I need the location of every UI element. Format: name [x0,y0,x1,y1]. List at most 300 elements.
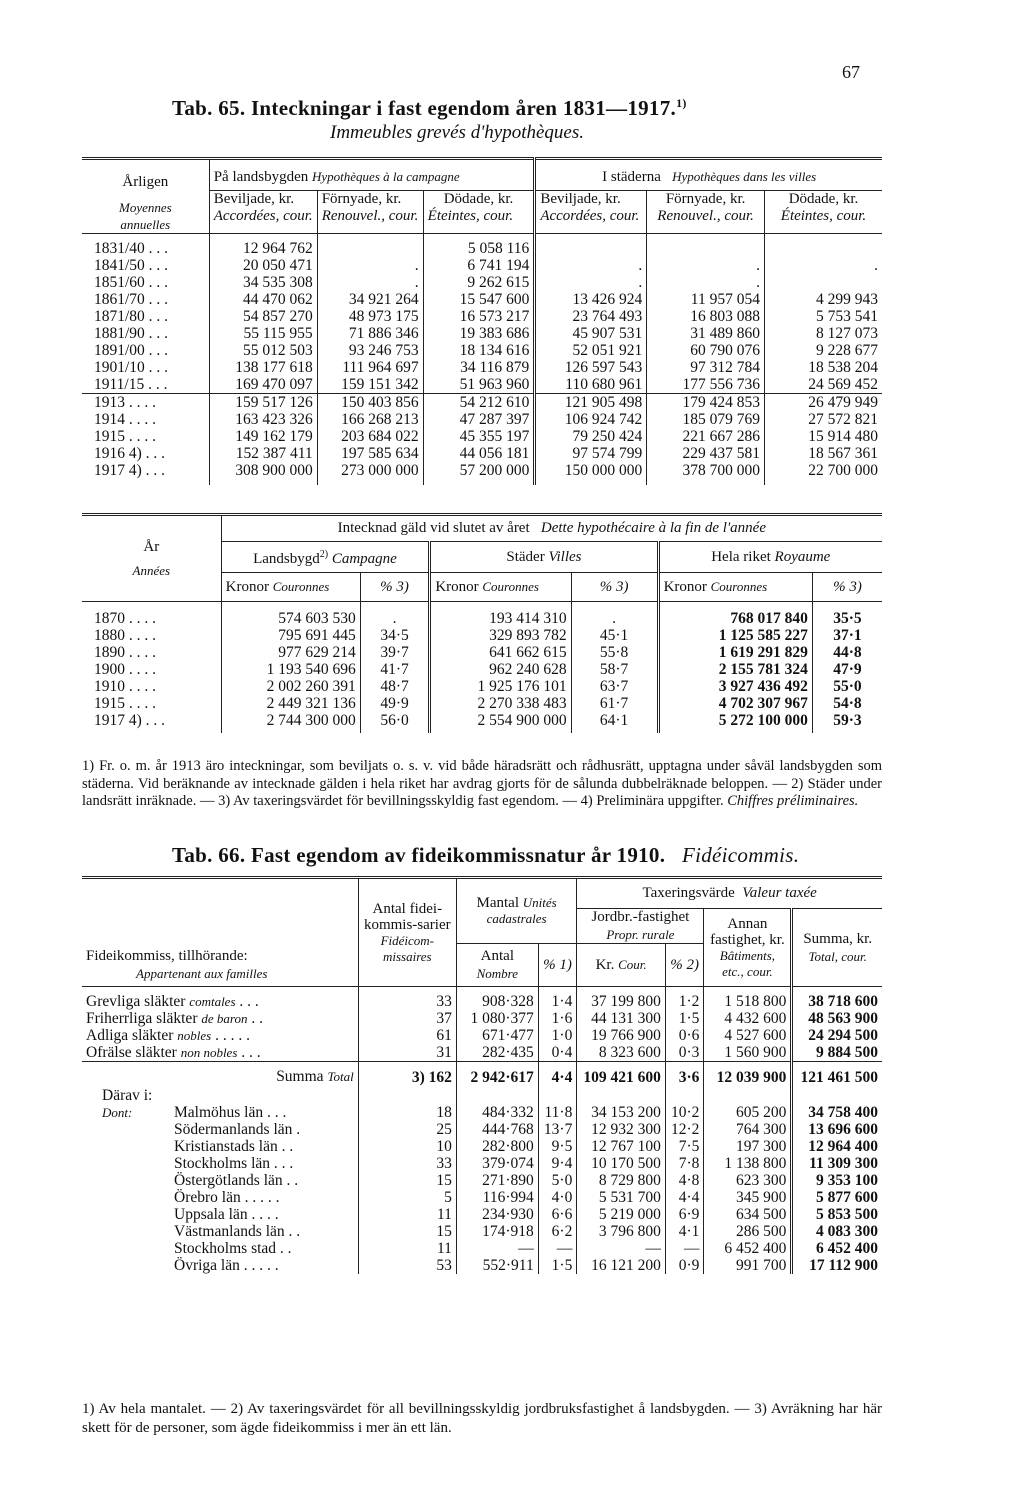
table-cell: 45 907 531 [535,325,647,342]
table-cell: 26 479 949 [764,394,882,412]
row-label: 1880 . . . . [94,627,156,644]
table-cell: 1 560 900 [704,1044,792,1062]
table-cell: 444·768 [456,1121,538,1138]
table-row [82,359,882,376]
sum-label-fr: Total [327,1069,354,1084]
table-cell: 159 517 126 [209,394,317,412]
table-cell: 31 [358,1044,456,1062]
table-cell: 37·1 [812,627,882,644]
header-stader-label: I städerna [602,169,661,185]
header-landsbygd [209,159,535,191]
row-label: 1900 . . . . [94,661,156,678]
table-cell: 4·4 [665,1189,704,1206]
table-cell: 12·2 [665,1121,704,1138]
table-cell: 79 250 424 [535,428,647,445]
table-cell: 71 886 346 [317,325,423,342]
empty-cell [704,1087,792,1104]
table-cell: 7·8 [665,1155,704,1172]
row-label-dots: . . . [241,1044,261,1061]
table-cell: 16 573 217 [423,308,535,325]
table-cell: 53 [358,1257,456,1274]
tab65-footnote [82,758,882,811]
table-cell: 24 294 500 [792,1027,882,1044]
table-cell: 54 857 270 [209,308,317,325]
header-pct-land: % 3) [360,573,430,602]
table-cell: 59·3 [812,712,882,733]
table-cell [647,234,765,258]
table-cell: 5 853 500 [792,1206,882,1223]
darav-label: Därav i: [102,1087,153,1104]
row-label: 1871/80 . . . [94,308,169,325]
row-label [82,1121,358,1138]
table-cell: 126 597 543 [535,359,647,376]
header-kronor-stad [430,573,571,602]
table-row [82,394,882,412]
row-label [82,1206,358,1223]
row-label: 1881/90 . . . [94,325,169,342]
table-cell: 271·890 [456,1172,538,1189]
table-row [82,695,882,712]
header-landsbygd-fr: Hypothèques à la campagne [312,169,460,184]
row-label: 1890 . . . . [94,644,156,661]
table-cell: 0·9 [665,1257,704,1274]
table-cell: 6·9 [665,1206,704,1223]
table-cell: 18 134 616 [423,342,535,359]
table-row [82,1044,882,1062]
table-cell: 4 083 300 [792,1223,882,1240]
table-cell: 193 414 310 [430,602,571,628]
table-cell: 11 309 300 [792,1155,882,1172]
tab65-subtitle: Immeubles grevés d'hypothèques. [330,122,584,143]
table-cell: 138 177 618 [209,359,317,376]
header-dod-stad: Dödade, kr. [764,191,882,209]
row-label: 1851/60 . . . [94,274,169,291]
table-cell: 197 300 [704,1138,792,1155]
header-stader [535,159,882,191]
row-label [82,1240,358,1257]
table-cell: 484·332 [456,1104,538,1121]
county-name: Malmöhus län . . . [174,1104,287,1121]
county-name: Västmanlands län . . [174,1223,301,1240]
table-cell: 33 [358,1155,456,1172]
header-landsbygd-label: På landsbygden [213,169,309,185]
header-antal-fr: Fidéicom-missaires [380,932,435,964]
table-cell: 2 554 900 000 [430,712,571,733]
table-row [82,445,882,462]
header-kronor-land [221,573,360,602]
header-riket2-label: Hela riket [711,548,771,565]
table-row [82,1027,882,1044]
table-cell: 4·1 [665,1223,704,1240]
table-cell: 15 914 480 [764,428,882,445]
row-label-fr: nobles [177,1028,212,1043]
table-cell: 308 900 000 [209,462,317,485]
row-label-sv: Ofrälse släkter [86,1044,177,1061]
tab66-title-fr: Fidéicommis. [681,843,800,867]
table-cell [764,234,882,258]
table-cell: 150 000 000 [535,462,647,485]
tab65-table [82,157,882,485]
table-cell: 10 170 500 [577,1155,665,1172]
row-label: 1915 . . . . [94,695,156,712]
table-cell: 552·911 [456,1257,538,1274]
table-row [82,1155,882,1172]
row-label: 1891/00 . . . [94,342,169,359]
row-label: 1861/70 . . . [94,291,169,308]
header-bev-stad: Beviljade, kr. [535,191,647,209]
darav-row [82,1087,882,1104]
table-cell: 44 131 300 [577,1010,665,1027]
table-row [82,342,882,359]
table-cell: 111 964 697 [317,359,423,376]
table-cell: 179 424 853 [647,394,765,412]
table-cell: 15 [358,1223,456,1240]
empty-cell [577,1087,665,1104]
header-moyennes: Moyennes [118,200,172,215]
table-cell: 671·477 [456,1027,538,1044]
row-label: 1901/10 . . . [94,359,169,376]
table-cell: 9 262 615 [423,274,535,291]
table-cell: 282·435 [456,1044,538,1062]
table-cell: 2 744 300 000 [221,712,360,733]
table-cell: 34 921 264 [317,291,423,308]
row-label [82,1189,358,1206]
table-cell: 1 080·377 [456,1010,538,1027]
header-arligen-label: Årligen [122,174,169,190]
table-cell: 2 002 260 391 [221,678,360,695]
header-forn-stad-fr: Renouvel., cour. [647,208,765,234]
sum-label [82,1062,358,1088]
header-land2 [221,542,430,573]
header-tax-fr: Valeur taxée [742,885,817,901]
row-label [82,987,358,1011]
table-cell: 1 138 800 [704,1155,792,1172]
table-cell: 49·9 [360,695,430,712]
table-cell: 764 300 [704,1121,792,1138]
table-cell: 18 567 361 [764,445,882,462]
table-cell: 5 219 000 [577,1206,665,1223]
county-name: Övriga län . . . . . [174,1257,279,1274]
header-kronor-land-label: Kronor [225,579,269,595]
table-cell: . [571,602,658,628]
header-land2-fr: Campagne [331,551,397,567]
tab65-debt-table [82,513,882,733]
header-stader-fr: Hypothèques dans les villes [672,169,817,184]
table-cell: 174·918 [456,1223,538,1240]
header-summa [792,909,882,987]
table-cell: 54·8 [812,695,882,712]
header-kr-label: Kr. [595,957,615,973]
table-cell: 641 662 615 [430,644,571,661]
table-cell: 185 079 769 [647,411,765,428]
header-tax-label: Taxeringsvärde [642,885,735,901]
table-cell: 12 964 762 [209,234,317,258]
table-cell: 1 619 291 829 [658,644,812,661]
table-cell: 795 691 445 [221,627,360,644]
dont-label: Dont: [102,1105,133,1120]
tab65-title [172,96,687,121]
table-cell: 991 700 [704,1257,792,1274]
table-cell: . [764,257,882,274]
table-cell: 6·6 [538,1206,577,1223]
table-cell: 177 556 736 [647,376,765,394]
header-mantal-fr: Unités cadastrales [486,895,557,926]
header-jord [577,909,704,944]
county-name: Kristianstads län . . [174,1138,294,1155]
table-cell [317,234,423,258]
table-cell: 22 700 000 [764,462,882,485]
table-cell [535,234,647,258]
table-cell: — [538,1240,577,1257]
row-label: 1917 4) . . . [94,712,166,729]
row-label [82,1172,358,1189]
row-label-fr: comtales [189,994,236,1009]
header-summa-fr: Total, cour. [808,948,867,964]
header-kronor-stad-label: Kronor [435,579,479,595]
county-name: Örebro län . . . . . [174,1189,280,1206]
table-cell: 977 629 214 [221,644,360,661]
header-annan [704,909,792,987]
header-jord-label: Jordbr.-fastighet [591,909,690,925]
table-cell: 18 [358,1104,456,1121]
header-fide-label: Fideikommiss, tillhörande: [86,948,248,964]
header-kronor-riket [658,573,812,602]
header-kronor-stad-fr: Couronnes [482,579,539,594]
table-cell: 35·5 [812,602,882,628]
table-row [82,1206,882,1223]
table-row [82,678,882,695]
table-cell: 4 432 600 [704,1010,792,1027]
table-row [82,1104,882,1121]
header-mantal-antal-label: Antal [480,948,514,964]
row-label-dots: . . . [239,993,259,1010]
table-cell: 48 973 175 [317,308,423,325]
table-cell: — [665,1240,704,1257]
page-number: 67 [842,62,860,82]
table-cell: 5 753 541 [764,308,882,325]
table-cell: 4·0 [538,1189,577,1206]
sum-label-sv: Summa [276,1068,324,1085]
tab65-footnote-fr: Chiffres préliminaires. [727,793,859,809]
table-cell: 9 353 100 [792,1172,882,1189]
header-kronor-riket-fr: Couronnes [710,579,768,594]
table-cell: 12 767 100 [577,1138,665,1155]
header-ar-label: År [143,538,160,555]
table-cell: 1·2 [665,987,704,1011]
table-cell: 16 121 200 [577,1257,665,1274]
header-mantal-antal [456,944,538,987]
row-label-dots: . . [251,1010,263,1027]
table-cell: 51 963 960 [423,376,535,394]
table-cell: 163 423 326 [209,411,317,428]
table-cell: 221 667 286 [647,428,765,445]
table-row [82,644,882,661]
table-row [82,1257,882,1274]
table-cell: 11 957 054 [647,291,765,308]
header-forn-land: Förnyade, kr. [317,191,423,209]
table-cell: 93 246 753 [317,342,423,359]
table-cell: 11 [358,1206,456,1223]
table-cell: 4 527 600 [704,1027,792,1044]
row-label: 1911/15 . . . [94,376,168,393]
table-row [82,274,882,291]
header-mantal-nombre: Nombre [476,966,519,981]
row-label [82,1010,358,1027]
table-row [82,325,882,342]
table-cell: 13 696 600 [792,1121,882,1138]
header-dod-stad-fr: Éteintes, cour. [764,208,882,234]
table-cell: 25 [358,1121,456,1138]
table-row [82,627,882,644]
table-cell: 9·4 [538,1155,577,1172]
table-cell: 55·8 [571,644,658,661]
table-cell: 15 [358,1172,456,1189]
table-cell: 121 905 498 [535,394,647,412]
table-cell: 34 535 308 [209,274,317,291]
header-summa-label: Summa, kr. [803,930,873,947]
table-cell: 1·5 [665,1010,704,1027]
tab65-footnote-text: 1) Fr. o. m. år 1913 äro inteckningar, som beviljats o. s. v. vid både häradsrätt och rådhusrätt, upptagna under såväl landsbygden som städerna. Vid beräknande av intecknade gälden i hela riket har avdrag gjorts för de sålunda dubbelräknade beloppen. — 2) Städer under landsrätt inräknade. — 3) Av taxeringsvärdet för bevillningsskyldig fast egendom. — 4) Preliminära uppgifter. [82,758,882,809]
table-cell: . [317,257,423,274]
table-cell: 55·0 [812,678,882,695]
row-label: 1910 . . . . [94,678,156,695]
table-cell: 52 051 921 [535,342,647,359]
row-label [82,1044,358,1062]
table-cell: 55 012 503 [209,342,317,359]
table-cell: 4 299 943 [764,291,882,308]
tab66-title [172,843,799,868]
header-dod-land: Dödade, kr. [423,191,535,209]
table-cell: 8 323 600 [577,1044,665,1062]
table-cell: 57 200 000 [423,462,535,485]
table-cell: 159 151 342 [317,376,423,394]
header-intecknad-fr: Dette hypothécaire à la fin de l'année [540,520,766,536]
table-cell: — [577,1240,665,1257]
table-cell: 97 312 784 [647,359,765,376]
header-bev-land: Beviljade, kr. [209,191,317,209]
table-cell: 97 574 799 [535,445,647,462]
table-cell: 2 270 338 483 [430,695,571,712]
row-label [82,1104,358,1121]
table-cell: 19 383 686 [423,325,535,342]
header-annees: Années [132,562,171,578]
table-cell: 6 452 400 [704,1240,792,1257]
table-cell: 203 684 022 [317,428,423,445]
table-cell: 34 153 200 [577,1104,665,1121]
table-row [82,1010,882,1027]
table-cell: 0·6 [665,1027,704,1044]
header-jord-fr: Propr. rurale [606,927,675,942]
table-cell: 2 155 781 324 [658,661,812,678]
table-cell: 1 125 585 227 [658,627,812,644]
header-pct2: % 2) [665,944,704,987]
table-cell: 58·7 [571,661,658,678]
table-cell: 24 569 452 [764,376,882,394]
empty-cell [538,1087,577,1104]
table-cell: . [647,274,765,291]
table-cell: 574 603 530 [221,602,360,628]
header-kr [577,944,665,987]
table-cell: 38 718 600 [792,987,882,1011]
table-cell: 12 964 400 [792,1138,882,1155]
table-cell: 6 741 194 [423,257,535,274]
header-riket2 [658,542,882,573]
table-cell: 48 563 900 [792,1010,882,1027]
row-label-fr: de baron [201,1011,248,1026]
tab65-title-note: 1) [676,96,687,110]
table-cell: 13 426 924 [535,291,647,308]
table-cell: 60 790 076 [647,342,765,359]
table-row [82,308,882,325]
table-cell: 1 193 540 696 [221,661,360,678]
table-cell: 0·3 [665,1044,704,1062]
table-cell: 5 531 700 [577,1189,665,1206]
header-annan-fr: Bâtiments, etc., cour. [719,947,776,979]
table-cell: 1·5 [538,1257,577,1274]
header-kronor-land-fr: Couronnes [272,579,330,594]
header-forn-land-fr: Renouvel., cour. [317,208,423,234]
table-cell: 3 927 436 492 [658,678,812,695]
table-row [82,291,882,308]
table-cell: 1 518 800 [704,987,792,1011]
table-row [82,428,882,445]
tab66-table [82,876,882,1274]
table-cell: 61 [358,1027,456,1044]
tab65-title-text: Tab. 65. Inteckningar i fast egendom åren 1831—1917. [172,96,677,120]
header-riket2-fr: Royaume [774,548,831,565]
table-cell: 37 199 800 [577,987,665,1011]
table-cell: 345 900 [704,1189,792,1206]
header-pct-riket: % 3) [812,573,882,602]
table-row [82,234,882,258]
table-cell: 116·994 [456,1189,538,1206]
table-cell: 110 680 961 [535,376,647,394]
table-cell: 13·7 [538,1121,577,1138]
table-cell: 23 764 493 [535,308,647,325]
table-cell: 234·930 [456,1206,538,1223]
empty-cell [456,1087,538,1104]
table-cell: 623 300 [704,1172,792,1189]
header-dod-land-fr: Éteintes, cour. [423,208,535,234]
row-label [82,1155,358,1172]
table-cell: 61·7 [571,695,658,712]
header-kronor-riket-label: Kronor [663,579,707,595]
table-row [82,1223,882,1240]
table-row [82,1189,882,1206]
sum-cell: 3·6 [665,1062,704,1088]
table-cell: 908·328 [456,987,538,1011]
header-stad2-fr: Villes [548,548,582,565]
table-row [82,257,882,274]
table-cell: 5 272 100 000 [658,712,812,733]
table-cell: 45 355 197 [423,428,535,445]
table-cell: 31 489 860 [647,325,765,342]
table-cell: 64·1 [571,712,658,733]
table-cell: 286 500 [704,1223,792,1240]
table-cell: 4·8 [665,1172,704,1189]
county-name: Stockholms stad . . [174,1240,292,1257]
county-name: Uppsala län . . . . [174,1206,279,1223]
table-row [82,661,882,678]
table-cell: 39·7 [360,644,430,661]
row-label: 1913 . . . . [94,394,156,411]
table-cell: 9·5 [538,1138,577,1155]
table-cell: 1·6 [538,1010,577,1027]
table-cell: . [535,274,647,291]
header-pct1: % 1) [538,944,577,987]
table-cell: 54 212 610 [423,394,535,412]
table-cell: 10 [358,1138,456,1155]
